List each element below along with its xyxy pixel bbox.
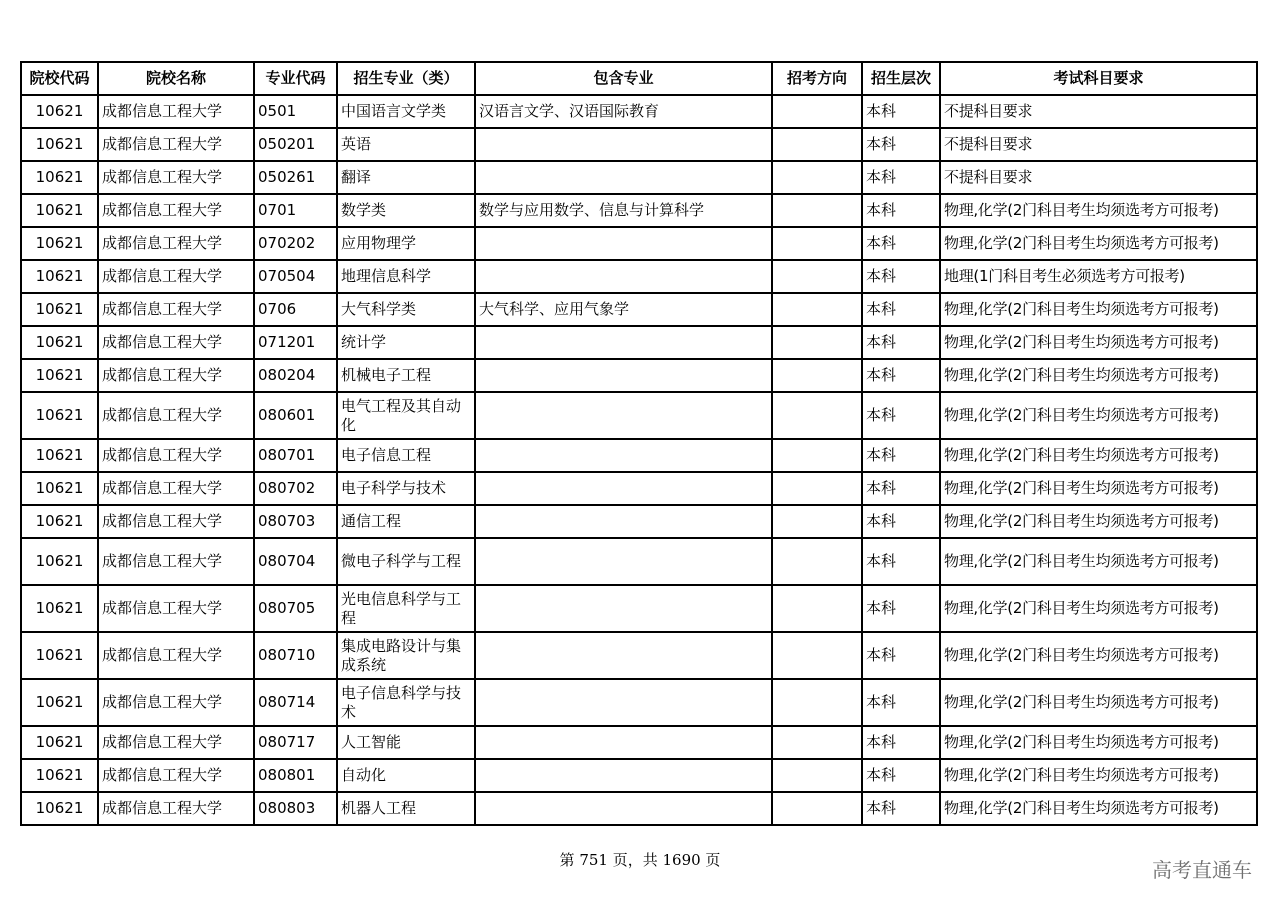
cell-school-name: 成都信息工程大学 [98,792,254,825]
cell-school-code: 10621 [21,505,98,538]
cell-level: 本科 [862,95,940,128]
cell-school-code: 10621 [21,161,98,194]
cell-major-code: 070202 [254,227,337,260]
cell-subjects: 物理,化学(2门科目考生均须选考方可报考) [940,538,1257,585]
table-row [21,161,1257,194]
cell-includes [475,392,772,439]
cell-major-code: 080705 [254,585,337,632]
cell-school-name: 成都信息工程大学 [98,359,254,392]
cell-level: 本科 [862,128,940,161]
cell-school-code: 10621 [21,439,98,472]
cell-major-code: 080601 [254,392,337,439]
cell-school-name: 成都信息工程大学 [98,505,254,538]
cell-school-name: 成都信息工程大学 [98,538,254,585]
table-row [21,128,1257,161]
cell-school-name: 成都信息工程大学 [98,472,254,505]
cell-school-name: 成都信息工程大学 [98,95,254,128]
cell-major: 数学类 [337,194,475,227]
cell-subjects: 物理,化学(2门科目考生均须选考方可报考) [940,585,1257,632]
cell-direction [772,260,862,293]
header-level: 招生层次 [862,62,940,95]
cell-includes [475,632,772,679]
cell-includes: 汉语言文学、汉语国际教育 [475,95,772,128]
cell-school-code: 10621 [21,293,98,326]
cell-major: 电子科学与技术 [337,472,475,505]
cell-major-code: 050261 [254,161,337,194]
cell-school-code: 10621 [21,679,98,726]
cell-level: 本科 [862,359,940,392]
cell-level: 本科 [862,227,940,260]
cell-major: 微电子科学与工程 [337,538,475,585]
cell-subjects: 不提科目要求 [940,128,1257,161]
cell-level: 本科 [862,161,940,194]
cell-major: 电子信息科学与技术 [337,679,475,726]
cell-includes: 数学与应用数学、信息与计算科学 [475,194,772,227]
cell-school-name: 成都信息工程大学 [98,326,254,359]
cell-school-code: 10621 [21,472,98,505]
cell-subjects: 物理,化学(2门科目考生均须选考方可报考) [940,679,1257,726]
cell-includes [475,439,772,472]
header-direction: 招考方向 [772,62,862,95]
cell-includes [475,505,772,538]
table-row [21,293,1257,326]
table-body [21,95,1257,825]
cell-school-name: 成都信息工程大学 [98,161,254,194]
cell-level: 本科 [862,538,940,585]
cell-subjects: 物理,化学(2门科目考生均须选考方可报考) [940,227,1257,260]
cell-major: 自动化 [337,759,475,792]
cell-level: 本科 [862,505,940,538]
header-includes: 包含专业 [475,62,772,95]
cell-direction [772,326,862,359]
cell-school-name: 成都信息工程大学 [98,260,254,293]
header-major: 招生专业（类） [337,62,475,95]
cell-direction [772,505,862,538]
cell-school-code: 10621 [21,792,98,825]
cell-major-code: 080704 [254,538,337,585]
cell-major-code: 080710 [254,632,337,679]
cell-school-code: 10621 [21,194,98,227]
cell-includes [475,472,772,505]
cell-direction [772,194,862,227]
cell-major-code: 080204 [254,359,337,392]
cell-major: 集成电路设计与集成系统 [337,632,475,679]
cell-subjects: 物理,化学(2门科目考生均须选考方可报考) [940,194,1257,227]
cell-direction [772,227,862,260]
cell-school-name: 成都信息工程大学 [98,585,254,632]
cell-direction [772,359,862,392]
header-school-code: 院校代码 [21,62,98,95]
cell-level: 本科 [862,439,940,472]
cell-includes [475,538,772,585]
cell-includes: 大气科学、应用气象学 [475,293,772,326]
cell-includes [475,759,772,792]
cell-includes [475,726,772,759]
cell-subjects: 物理,化学(2门科目考生均须选考方可报考) [940,326,1257,359]
cell-includes [475,326,772,359]
cell-subjects: 物理,化学(2门科目考生均须选考方可报考) [940,759,1257,792]
cell-level: 本科 [862,392,940,439]
cell-school-code: 10621 [21,726,98,759]
cell-school-code: 10621 [21,260,98,293]
cell-major: 应用物理学 [337,227,475,260]
cell-includes [475,359,772,392]
cell-major-code: 0706 [254,293,337,326]
cell-includes [475,128,772,161]
cell-includes [475,585,772,632]
cell-major-code: 080717 [254,726,337,759]
cell-direction [772,585,862,632]
cell-direction [772,161,862,194]
cell-major-code: 0501 [254,95,337,128]
cell-school-code: 10621 [21,632,98,679]
cell-level: 本科 [862,792,940,825]
cell-major: 光电信息科学与工程 [337,585,475,632]
watermark: 高考直通车 [1152,858,1252,882]
table-row [21,792,1257,825]
cell-includes [475,792,772,825]
cell-school-name: 成都信息工程大学 [98,293,254,326]
cell-subjects: 物理,化学(2门科目考生均须选考方可报考) [940,505,1257,538]
cell-includes [475,260,772,293]
cell-major-code: 080803 [254,792,337,825]
cell-includes [475,679,772,726]
table-row [21,95,1257,128]
cell-school-name: 成都信息工程大学 [98,759,254,792]
cell-major-code: 080714 [254,679,337,726]
cell-level: 本科 [862,759,940,792]
table-row [21,679,1257,726]
table-row [21,505,1257,538]
cell-level: 本科 [862,585,940,632]
table-row [21,439,1257,472]
cell-level: 本科 [862,260,940,293]
cell-level: 本科 [862,632,940,679]
cell-major: 人工智能 [337,726,475,759]
cell-school-code: 10621 [21,227,98,260]
cell-school-name: 成都信息工程大学 [98,392,254,439]
header-major-code: 专业代码 [254,62,337,95]
cell-school-code: 10621 [21,326,98,359]
cell-level: 本科 [862,472,940,505]
cell-direction [772,759,862,792]
page-footer: 第 751 页，共 1690 页 [559,851,721,869]
cell-major: 地理信息科学 [337,260,475,293]
cell-school-code: 10621 [21,95,98,128]
cell-major-code: 080702 [254,472,337,505]
table-row [21,359,1257,392]
cell-subjects: 地理(1门科目考生必须选考方可报考) [940,260,1257,293]
cell-includes [475,227,772,260]
cell-subjects: 物理,化学(2门科目考生均须选考方可报考) [940,792,1257,825]
cell-school-code: 10621 [21,538,98,585]
table-row [21,227,1257,260]
cell-direction [772,472,862,505]
cell-subjects: 物理,化学(2门科目考生均须选考方可报考) [940,726,1257,759]
cell-major: 电子信息工程 [337,439,475,472]
cell-direction [772,726,862,759]
cell-subjects: 物理,化学(2门科目考生均须选考方可报考) [940,359,1257,392]
cell-major: 大气科学类 [337,293,475,326]
cell-major: 翻译 [337,161,475,194]
cell-direction [772,538,862,585]
cell-school-name: 成都信息工程大学 [98,227,254,260]
table-row [21,759,1257,792]
cell-level: 本科 [862,194,940,227]
cell-school-code: 10621 [21,392,98,439]
cell-major-code: 050201 [254,128,337,161]
cell-direction [772,392,862,439]
cell-direction [772,679,862,726]
cell-subjects: 物理,化学(2门科目考生均须选考方可报考) [940,632,1257,679]
cell-direction [772,128,862,161]
table-row [21,326,1257,359]
cell-school-name: 成都信息工程大学 [98,726,254,759]
table-row [21,260,1257,293]
cell-subjects: 不提科目要求 [940,161,1257,194]
cell-major-code: 080801 [254,759,337,792]
cell-school-code: 10621 [21,585,98,632]
cell-major: 机械电子工程 [337,359,475,392]
cell-major: 统计学 [337,326,475,359]
cell-major: 电气工程及其自动化 [337,392,475,439]
cell-school-name: 成都信息工程大学 [98,128,254,161]
cell-school-code: 10621 [21,128,98,161]
cell-major-code: 0701 [254,194,337,227]
header-subjects: 考试科目要求 [940,62,1257,95]
table-row [21,538,1257,585]
cell-school-code: 10621 [21,359,98,392]
cell-major-code: 071201 [254,326,337,359]
cell-school-name: 成都信息工程大学 [98,632,254,679]
cell-major-code: 080703 [254,505,337,538]
table-row [21,585,1257,632]
cell-subjects: 物理,化学(2门科目考生均须选考方可报考) [940,472,1257,505]
cell-direction [772,792,862,825]
table-header-row [21,62,1257,95]
cell-school-name: 成都信息工程大学 [98,439,254,472]
cell-major: 中国语言文学类 [337,95,475,128]
cell-school-name: 成都信息工程大学 [98,194,254,227]
table-row [21,632,1257,679]
cell-includes [475,161,772,194]
cell-major: 机器人工程 [337,792,475,825]
cell-major-code: 070504 [254,260,337,293]
cell-direction [772,95,862,128]
header-school-name: 院校名称 [98,62,254,95]
cell-major: 英语 [337,128,475,161]
cell-level: 本科 [862,293,940,326]
admissions-table [20,61,1258,826]
cell-level: 本科 [862,726,940,759]
table-row [21,392,1257,439]
cell-school-name: 成都信息工程大学 [98,679,254,726]
cell-subjects: 物理,化学(2门科目考生均须选考方可报考) [940,392,1257,439]
cell-direction [772,293,862,326]
cell-level: 本科 [862,326,940,359]
cell-level: 本科 [862,679,940,726]
cell-direction [772,439,862,472]
cell-major: 通信工程 [337,505,475,538]
cell-direction [772,632,862,679]
table-row [21,472,1257,505]
cell-major-code: 080701 [254,439,337,472]
cell-subjects: 不提科目要求 [940,95,1257,128]
cell-school-code: 10621 [21,759,98,792]
cell-subjects: 物理,化学(2门科目考生均须选考方可报考) [940,439,1257,472]
table-row [21,726,1257,759]
table-row [21,194,1257,227]
cell-subjects: 物理,化学(2门科目考生均须选考方可报考) [940,293,1257,326]
